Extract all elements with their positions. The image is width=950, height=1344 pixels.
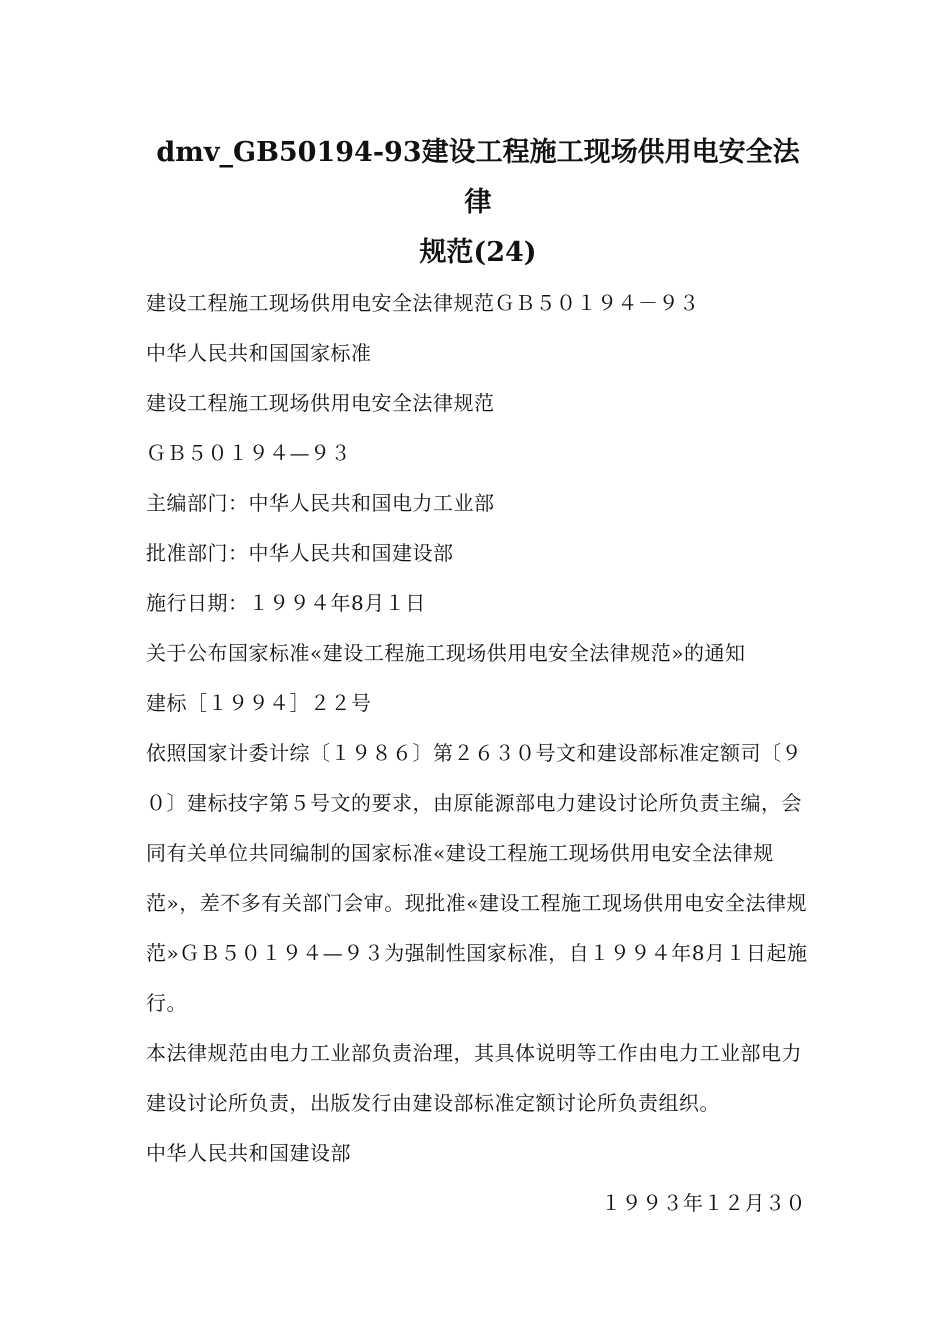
- document-page: [146, 128, 810, 1228]
- paragraph-notice-title: 关于公布国家标准«建设工程施工现场供用电安全法律规范»的通知: [146, 641, 746, 665]
- paragraph-notice-body: 依照国家计委计综〔１９８６〕第２６３０号文和建设部标准定额司〔９０〕建标技字第５号文的要求，由原能源部电力建设讨论所负责主编，会同有关单位共同编制的国家标准«建设工程施工现场供用电安全法律规范»，差不多有关部门会审。现批准«建设工程施工现场供用电安全法律规范»ＧＢ５０１９４—９３为强制性国家标准，自１９９４年8月１日起施行。: [146, 741, 808, 1015]
- paragraph-national-standard: 中华人民共和国国家标准: [146, 341, 372, 365]
- paragraph-chief-editor: 主编部门：中华人民共和国电力工业部: [146, 491, 495, 515]
- title-line-2: 规范(24): [419, 237, 537, 268]
- document-date: １９９３年１２月３０: [601, 1191, 806, 1215]
- paragraph-standard-code: ＧＢ５０１９４—９３: [146, 441, 351, 465]
- paragraph-approval-dept: 批准部门：中华人民共和国建设部: [146, 541, 454, 565]
- paragraph-standard-name: 建设工程施工现场供用电安全法律规范: [146, 391, 495, 415]
- paragraph-standard-name-code: 建设工程施工现场供用电安全法律规范ＧＢ５０１９４－９３: [146, 291, 700, 315]
- paragraph-management: 本法律规范由电力工业部负责治理，其具体说明等工作由电力工业部电力建设讨论所负责，出版发行由建设部标准定额讨论所负责组织。: [146, 1041, 802, 1115]
- paragraph-notice-number: 建标［１９９４］２２号: [146, 691, 372, 715]
- paragraph-effective-date: 施行日期：１９９４年8月１日: [146, 591, 426, 615]
- title-line-1: dmv_GB50194-93建设工程施工现场供用电安全法律: [156, 137, 800, 218]
- paragraph-issuer: 中华人民共和国建设部: [146, 1141, 351, 1165]
- document-title: [146, 128, 810, 278]
